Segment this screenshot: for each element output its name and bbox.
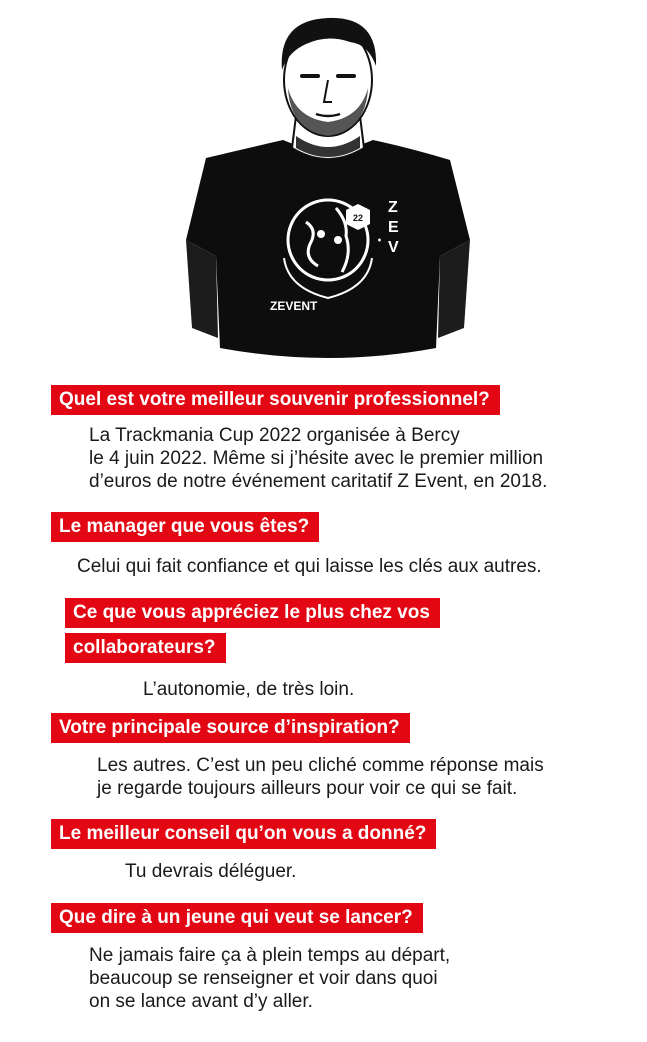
question-text: Quel est votre meilleur souvenir professionnel? <box>59 389 490 410</box>
question-banner <box>51 512 319 542</box>
question-banner <box>65 633 226 663</box>
svg-text:Z: Z <box>388 199 398 216</box>
answer-text: Les autres. C’est un peu cliché comme réponse mais je regarde toujours ailleurs pour voir ce qui se fait. <box>97 755 544 799</box>
answer-text: Celui qui fait confiance et qui laisse les clés aux autres. <box>77 556 542 577</box>
answer-text: Tu devrais déléguer. <box>125 861 297 882</box>
portrait-photo <box>178 8 478 388</box>
svg-text:V: V <box>388 239 399 256</box>
question-banner <box>51 385 500 415</box>
question-text: Ce que vous appréciez le plus chez vos <box>73 602 430 623</box>
question-banner <box>51 903 423 933</box>
question-text: Le manager que vous êtes? <box>59 516 310 537</box>
svg-text:22: 22 <box>352 213 364 223</box>
svg-text:E: E <box>388 219 399 236</box>
question-banner <box>65 598 440 628</box>
question-banner <box>51 713 410 743</box>
question-text: Que dire à un jeune qui veut se lancer? <box>59 907 413 928</box>
question-banner <box>51 819 436 849</box>
answer-text: Ne jamais faire ça à plein temps au départ, beaucoup se renseigner et voir dans quoi on se lance avant d’y aller. <box>89 945 451 1012</box>
question-text: Le meilleur conseil qu’on vous a donné? <box>59 823 427 844</box>
answer-text: L’autonomie, de très loin. <box>143 679 355 700</box>
answer-text: La Trackmania Cup 2022 organisée à Bercy le 4 juin 2022. Même si j’hésite avec le premier million d’euros de notre événement caritatif Z Event, en 2018. <box>89 425 548 492</box>
question-text: collaborateurs? <box>73 637 216 658</box>
question-text: Votre principale source d’inspiration? <box>59 717 400 738</box>
svg-text:ZEVENT: ZEVENT <box>270 299 318 313</box>
